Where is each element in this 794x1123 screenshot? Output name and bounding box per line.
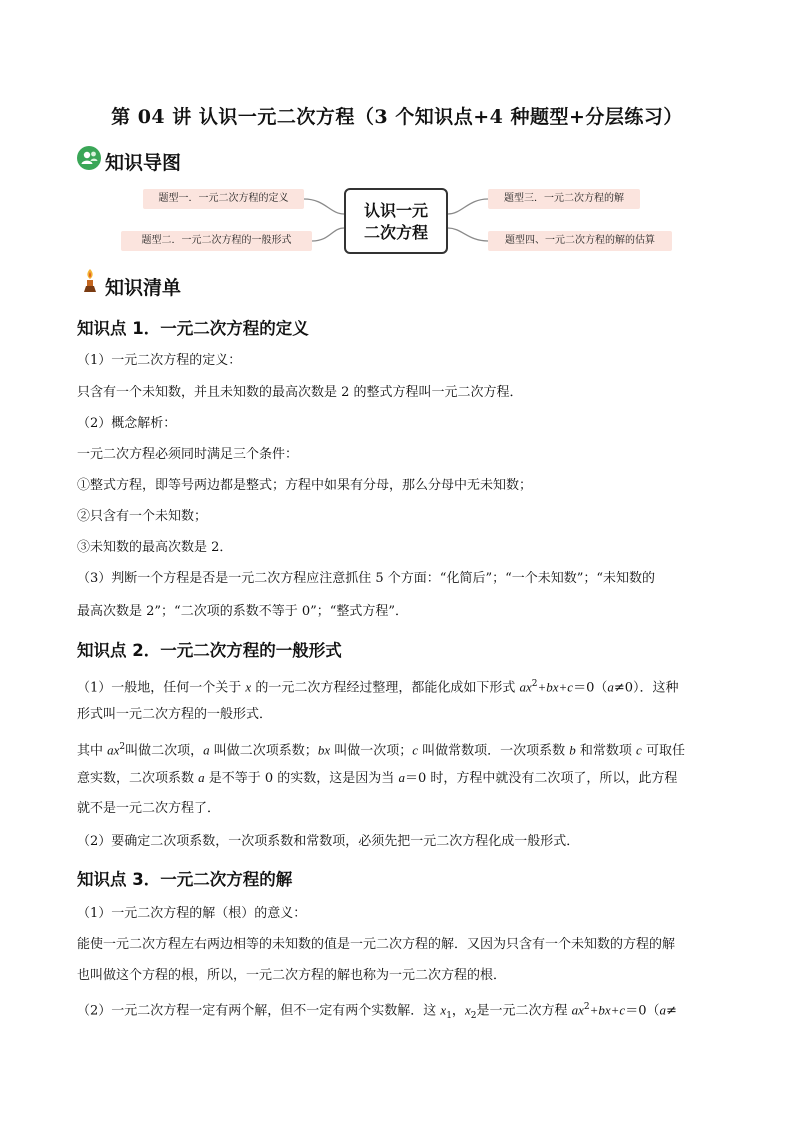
kp2-line4: 意实数，二次项系数 a 是不等于 0 的实数，这是因为当 a＝0 时，方程中就没有二次项了，所以，此方程 [77,770,678,786]
kp3-line2: 能使一元二次方程左右两边相等的未知数的值是一元二次方程的解．又因为只含有一个未知数的方程的解 [77,937,676,952]
kp2-line3: 其中 $ax^2$叫做二次项，a 叫做二次项系数；bx 叫做一次项；c 叫做常数项．一次项系数 b 和常数项 c 可取任 [77,742,685,759]
kp1-line5: ①整式方程，即等号两边都是整式；方程中如果有分母，那么分母中无未知数； [77,478,533,493]
kp1-heading: 知识点 1．一元二次方程的定义 [77,319,309,338]
kp1-line3: （2）概念解析： [77,416,177,431]
mindmap-node-type4: 题型四、一元二次方程的解的估算 [488,231,672,251]
kp1-line7: ③未知数的最高次数是 2． [77,540,233,555]
kp1-line9: 最高次数是 2”；“二次项的系数不等于 0”；“整式方程”． [77,604,409,619]
kp3-heading: 知识点 3．一元二次方程的解 [77,870,293,889]
kp1-line2: 只含有一个未知数，并且未知数的最高次数是 2 的整式方程叫一元二次方程． [77,385,523,400]
kp3-line1: （1）一元二次方程的解（根）的意义： [77,906,307,921]
kp2-line6: （2）要确定二次项系数，一次项系数和常数项，必须先把一元二次方程化成一般形式． [77,834,580,849]
kp1-line8: （3）判断一个方程是否是一元二次方程应注意抓住 5 个方面：“化简后”；“一个未知数”；“未知数的 [77,571,656,586]
mindmap-center-node [344,188,448,254]
user-badge-icon [77,146,101,170]
kp2-heading: 知识点 2．一元二次方程的一般形式 [77,641,342,660]
mindmap-node-type3: 题型三．一元二次方程的解 [488,189,640,209]
trophy-icon [81,268,99,294]
page-title: 第 04 讲 认识一元二次方程（3 个知识点+4 种题型+分层练习） [111,106,683,128]
kp1-line1: （1）一元二次方程的定义： [77,353,242,368]
kp2-line2: 形式叫一元二次方程的一般形式． [77,707,273,722]
kp1-line6: ②只含有一个未知数； [77,509,208,524]
kp2-line5: 就不是一元二次方程了． [77,801,221,816]
mindmap-node-type1: 题型一．一元二次方程的定义 [143,189,304,209]
list-heading: 知识清单 [105,277,182,299]
kp3-line3: 也叫做这个方程的根，所以，一元二次方程的解也称为一元二次方程的根． [77,968,507,983]
kp3-line4: （2）一元二次方程一定有两个解，但不一定有两个实数解．这 $x_1$，$x_2$是一元二次方程 $ax^2+bx+c=0(a\ne$ [77,1002,677,1021]
mindmap-heading: 知识导图 [105,152,182,174]
mindmap-node-type2: 题型二．一元二次方程的一般形式 [121,231,312,251]
kp2-line1: （1）一般地，任何一个关于 x 的一元二次方程经过整理，都能化成如下形式 $ax^2+bx+c=0(a\ne 0)$．这种 [77,679,679,696]
mindmap-center-line2: 二次方程 [363,223,428,242]
mindmap-center-line1: 认识一元 [363,201,428,220]
kp1-line4: 一元二次方程必须同时满足三个条件： [77,447,299,462]
